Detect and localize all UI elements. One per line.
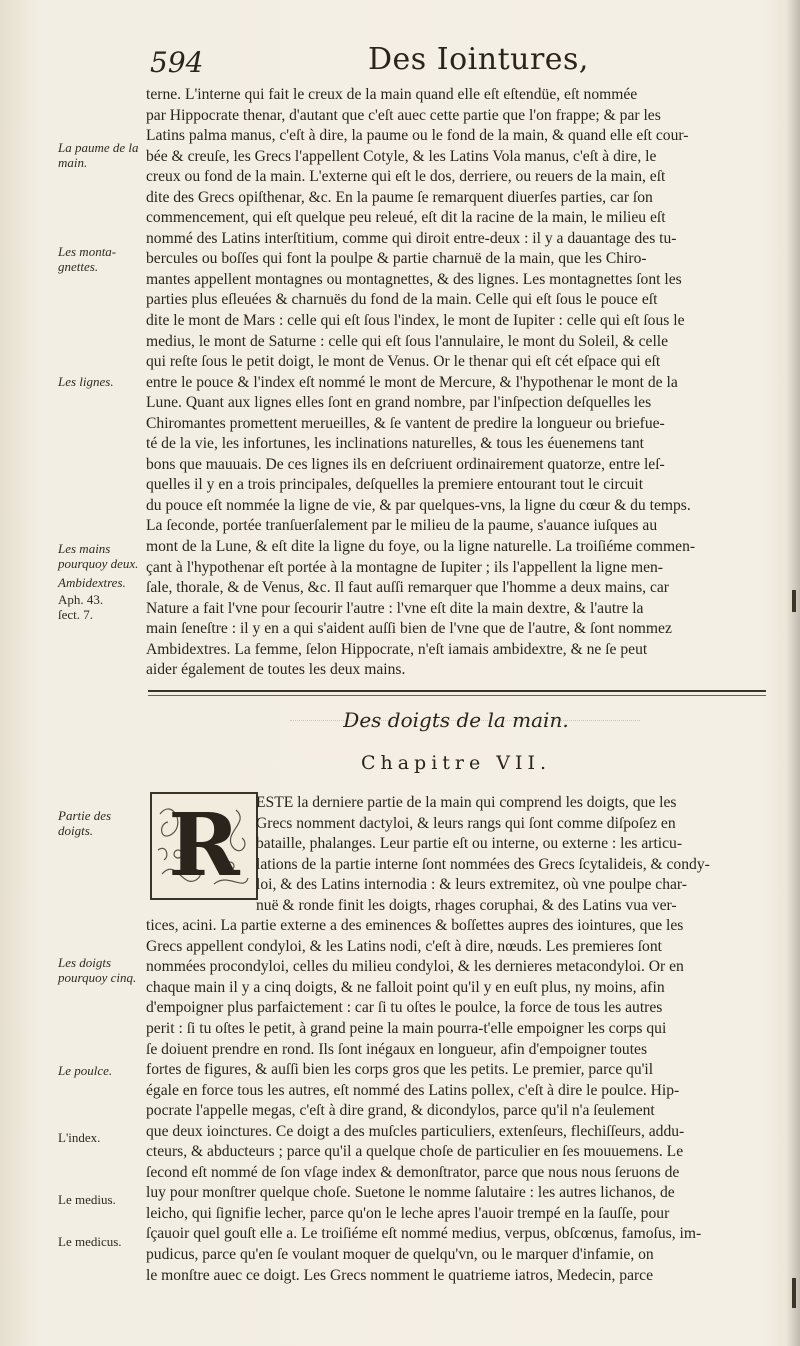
text-line: que deux ioinctures. Ce doigt a des muſcles particuliers, extenſeurs, flechiſſeurs, addu- bbox=[146, 1122, 685, 1140]
text-line: Ambidextres. La femme, ſelon Hippocrate, n'eſt iamais ambidextre, & ne ſe peut bbox=[146, 640, 648, 658]
text-line: luy pour monſtrer quelque choſe. Suetone le nomme ſalutaire : les autres lichanos, de bbox=[146, 1184, 675, 1202]
page-header bbox=[0, 42, 800, 86]
text-line: d'empoigner plus parfaictement : car ſi tu oſtes le poulce, la force de tous les autres bbox=[146, 999, 663, 1017]
text-line: dite des Grecs opiſthenar, &c. En la paume ſe remarquent diuerſes parties, car ſon bbox=[146, 188, 653, 206]
chapter-heading: Chapitre VII. bbox=[360, 752, 552, 774]
text-line: nommé des Latins interſtitium, comme qui diroit entre-deux : il y a dauantage des tu- bbox=[146, 229, 677, 247]
margin-note-medius: Le medius. bbox=[58, 1192, 116, 1207]
page-number: 594 bbox=[150, 46, 204, 79]
margin-note-aphorism: Aph. 43. ſect. 7. bbox=[58, 592, 104, 622]
text-line: ſçauoir quel gouſt elle a. Le troiſiéme eſt nommé medius, verpus, obſcœnus, famoſus, im- bbox=[146, 1225, 702, 1243]
text-line: ſe doiuent prendre en rond. Ils ſont inégaux en longueur, afin d'empoigner toutes bbox=[146, 1040, 648, 1058]
margin-note-medicus: Le medicus. bbox=[58, 1234, 122, 1249]
text-line: pocrate l'appelle megas, c'eſt à dire grand, & dicondylos, parce qu'il n'a ſeulement bbox=[146, 1102, 655, 1120]
text-line: bée & creuſe, les Grecs l'appellent Cotyle, & les Latins Vola manus, c'eſt à dire, le bbox=[146, 147, 657, 165]
text-line: nuë & ronde finit les doigts, rhages coruphai, & des Latins vua ver- bbox=[256, 896, 677, 914]
text-line: Lune. Quant aux lignes elles ſont en grand nombre, par l'inſpection deſquelles les bbox=[146, 394, 652, 412]
page-edge-mark bbox=[792, 590, 796, 612]
text-line: Grecs nomment dactyloi, & leurs rangs qui ſont comme diſpoſez en bbox=[256, 814, 676, 832]
page-edge-mark bbox=[792, 1278, 796, 1308]
text-line: pudicus, parce qu'en ſe voulant moquer de quelqu'vn, ou le marquer d'infamie, on bbox=[146, 1246, 654, 1264]
text-line: creux ou fond de la main. L'externe qui eſt le dos, derriere, ou reuers de la main, eſt bbox=[146, 168, 666, 186]
text-line: tices, acini. La partie externe a des eminences & boſſettes aupres des iointures, que les bbox=[146, 917, 684, 935]
dropcap-letter: R bbox=[168, 795, 240, 896]
text-line: parties plus eſleuées & charnuës du fond de la main. Celle qui eſt ſous le pouce eſt bbox=[146, 291, 658, 309]
margin-note-mains: Les mains pourquoy deux. bbox=[58, 541, 139, 571]
text-line: La ſeconde, portée tranſuerſalement par le milieu de la paume, s'auance iuſques au bbox=[146, 517, 658, 535]
text-line: terne. L'interne qui fait le creux de la main quand elle eſt eſtendüe, eſt nommée bbox=[146, 86, 638, 103]
text-line: nommées procondyloi, celles du milieu condyloi, & les dernieres metacondyloi. Or en bbox=[146, 958, 684, 976]
text-line: mantes appellent montagnes ou montagnettes, & des lignes. Les montagnettes ſont les bbox=[146, 270, 682, 288]
text-line: medius, le mont de Saturne : celle qui eſt ſous l'annulaire, le mont du Soleil, & celle bbox=[146, 332, 669, 350]
text-line: perit : ſi tu oſtes le petit, à grand peine la main pourra-t'elle empoigner les corps qui bbox=[146, 1020, 667, 1038]
text-line: chaque main il y a cinq doigts, & ne falloit point qu'il y en euſt plus, ny moins, afin bbox=[146, 978, 665, 996]
section-divider bbox=[148, 690, 766, 696]
text-line: quelles il y en a trois principales, deſquelles la premiere entourant tout le circuit bbox=[146, 476, 644, 494]
text-line: leicho, qui ſignifie lecher, parce qu'on le leche apres l'auoir trempé en la ſauſſe, pour bbox=[146, 1204, 670, 1222]
text-line: Latins palma manus, c'eſt à dire, la paume ou le fond de la main, & quand elle eſt cour- bbox=[146, 127, 689, 145]
text-line: main ſeneſtre : il y en a qui s'aident auſſi bien de l'vne que de l'autre, & ſont nommez bbox=[146, 620, 672, 638]
text-line: mont de la Lune, & eſt dite la ligne du foye, ou la ligne naturelle. La troiſiéme commen- bbox=[146, 538, 696, 556]
text-line: bercules ou boſſes qui font la poulpe & partie charnuë de la main, que les Chiro- bbox=[146, 250, 647, 268]
text-line: fortes de figures, & auſſi bien les corps gros que les petits. Le premier, parce qu'il bbox=[146, 1061, 654, 1079]
running-title: Des Iointures, bbox=[368, 42, 589, 77]
margin-note-poulce: Le poulce. bbox=[58, 1063, 113, 1078]
text-line: aider également de toutes les deux mains. bbox=[146, 661, 406, 679]
margin-note-paume: La paume de la main. bbox=[58, 140, 139, 170]
section-one-text bbox=[146, 85, 766, 681]
margin-note-lignes: Les lignes. bbox=[58, 374, 114, 389]
text-line: té de la vie, les infortunes, les inclinations naturelles, & tous les éuenemens tant bbox=[146, 435, 645, 453]
page-edge-shadow bbox=[786, 0, 800, 1346]
text-line: çant à l'hypothenar eſt portée à la montagne de Iupiter ; ils l'appellent la ligne men- bbox=[146, 558, 663, 576]
margin-note-montagnettes: Les monta-gnettes. bbox=[58, 244, 117, 274]
text-line: ESTE la derniere partie de la main qui comprend les doigts, que les bbox=[256, 794, 677, 811]
text-line: qui reſte ſous le petit doigt, le mont de Venus. Or le thenar qui eſt cét eſpace qui eſt bbox=[146, 353, 661, 371]
margin-note-index: L'index. bbox=[58, 1130, 101, 1145]
text-line: le monſtre auec ce doigt. Les Grecs nomment le quatrieme iatros, Medecin, parce bbox=[146, 1266, 654, 1284]
section-title: Des doigts de la main. bbox=[343, 708, 569, 732]
text-line: bataille, phalanges. Leur partie eſt ou interne, ou externe : les articu- bbox=[256, 835, 683, 853]
text-line: ſecond eſt nommé de ſon vſage index & demonſtrator, parce que nous nous ſeruons de bbox=[146, 1163, 680, 1181]
text-line: Chiromantes promettent merueilles, & ſe vantent de predire la longueur ou briefue- bbox=[146, 414, 665, 432]
text-line: ſale, thorale, & de Venus, &c. Il faut auſſi remarquer que l'homme a deux mains, car bbox=[146, 579, 669, 597]
text-line: cteurs, & abducteurs ; parce qu'il a quelque choſe de particulier en ſes mouuemens. Le bbox=[146, 1143, 684, 1161]
text-line: dite le mont de Mars : celle qui eſt ſous l'index, le mont de Iupiter : celle qui eſt ſous le bbox=[146, 312, 685, 330]
text-line: bons que mauuais. De ces lignes ils en deſcriuent ordinairement quatorze, entre leſ- bbox=[146, 455, 665, 473]
margin-note-ambidextres: Ambidextres. bbox=[58, 575, 126, 590]
text-line: égale en force tous les autres, eſt nommé des Latins pollex, c'eſt à dire le poulce. Hip- bbox=[146, 1081, 680, 1099]
text-line: commencement, qui eſt quelque peu releué, eſt dit la racine de la main, le milieu eſt bbox=[146, 209, 666, 227]
text-line: Grecs appellent condyloi, & les Latins nodi, c'eſt à dire, nœuds. Les premieres ſont bbox=[146, 937, 662, 955]
text-line: loi, & des Latins internodia : & leurs extremitez, où vne poulpe char- bbox=[256, 876, 687, 894]
text-line: par Hippocrate thenar, d'autant que c'eſt auec cette partie que l'on frappe; & par les bbox=[146, 106, 661, 124]
text-line: lations de la partie interne ſont nommées des Grecs ſcytalideis, & condy- bbox=[256, 855, 710, 873]
margin-note-partie-doigts: Partie des doigts. bbox=[58, 808, 112, 838]
text-line: du pouce eſt nommée la ligne de vie, & par quelques-vns, la ligne du cœur & du temps. bbox=[146, 496, 691, 514]
text-line: Nature a fait l'vne pour ſecourir l'autre : l'vne eſt dite la main dextre, & l'autre la bbox=[146, 599, 644, 617]
section-two-text bbox=[146, 793, 766, 1286]
margin-note-doigts-cinq: Les doigts pourquoy cinq. bbox=[58, 955, 137, 985]
text-line: entre le pouce & l'index eſt nommé le mont de Mercure, & l'hypothenar le mont de la bbox=[146, 373, 678, 391]
